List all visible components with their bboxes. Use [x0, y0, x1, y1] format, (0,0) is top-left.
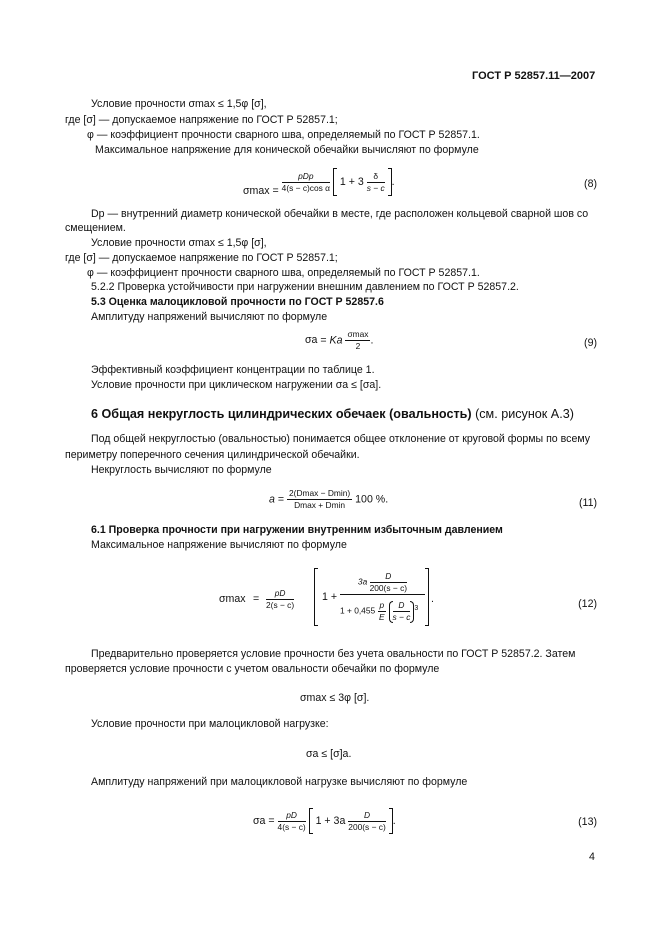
section-6-figure-ref: (см. рисунок А.3): [475, 407, 574, 421]
low-cycle-amplitude-intro: Амплитуду напряжений при малоцикловой нагрузке вычисляют по формуле: [91, 776, 468, 788]
eq12-top: 3a: [357, 576, 368, 587]
precheck-line: Предварительно проверяется условие прочности без учета овальности по ГОСТ Р 52857.2. Затем: [91, 648, 576, 660]
eq12-upper: [340, 571, 425, 595]
eq8-denominator: 4(s − c)cos α: [281, 182, 331, 193]
eq8-inner-den: s − c: [366, 182, 385, 193]
eq12-bot-sc: s − c: [392, 612, 411, 622]
eq9-den: 2: [355, 341, 361, 351]
section-5-2-2: 5.2.2 Проверка устойчивости при нагружении внешним давлением по ГОСТ Р 52857.2.: [91, 281, 519, 293]
equation-8: σmax = $\frac{\text{pDр}}{\text{4(s − c)cos α}}$ 1 + 3 $\frac{\delta}{s - c}$ .: [243, 168, 395, 200]
eq12-lower: [340, 600, 430, 623]
dp-definition-cont: смещением.: [65, 222, 126, 234]
eq13-inner-den: 200(s − c): [348, 821, 386, 832]
cyclic-strength-condition: Условие прочности при циклическом нагружении σа ≤ [σа].: [91, 379, 382, 391]
strength-condition-2: Условие прочности σmax ≤ 1,5φ [σ],: [91, 237, 267, 249]
low-cycle-condition-intro: Условие прочности при малоцикловой нагрузке:: [91, 718, 329, 730]
ovality-definition-cont: периметру поперечного сечения цилиндрической обечайки.: [65, 449, 360, 461]
eq9-num: σmax: [347, 329, 369, 339]
eq12-bot-d: D: [393, 600, 411, 612]
eq12-bot-p: p: [379, 600, 385, 610]
eq9-lhs: σа: [305, 334, 318, 347]
eq13-inner-num: D: [348, 810, 385, 822]
eq12-bot-pre: 1 + 0,455: [340, 605, 376, 616]
eq12-den: 2(s − c): [266, 600, 295, 610]
eq13-den: 4(s − c): [277, 821, 306, 832]
eq12-lhs: σmax: [219, 593, 246, 605]
amplitude-intro: Амплитуду напряжений вычисляют по формуле: [91, 311, 328, 323]
eq12-top-num: D: [370, 571, 407, 583]
equation-13: σа = $\frac{pD}{4(s - c)}$ 1 + 3a $\frac{D}{200(s - c)}$ .: [253, 808, 396, 834]
precheck-line-cont: проверяется условие прочности с учетом овальности обечайки по формуле: [65, 663, 440, 675]
page-number: 4: [589, 851, 595, 863]
eq12-num: pD: [266, 588, 294, 600]
eq13-bracket-pre: 1 + 3a: [315, 814, 346, 827]
ovality-strength-condition: σmax ≤ 3φ [σ].: [300, 692, 370, 704]
concentration-coef-line: Эффективный коэффициент концентрации по таблице 1.: [91, 364, 375, 376]
low-cycle-condition: σа ≤ [σ]а.: [306, 748, 352, 760]
ovality-formula-intro: Некруглость вычисляют по формуле: [91, 464, 272, 476]
equation-number-13: (13): [578, 816, 597, 828]
eq12-bot-e: E: [379, 612, 385, 622]
eq8-numerator: pDр: [282, 171, 330, 183]
eq11-tail: 100 %.: [355, 493, 389, 506]
max-stress-intro: Максимальное напряжение вычисляют по формуле: [91, 539, 347, 551]
ovality-definition: Под общей некруглостью (овальностью) понимается общее отклонение от круговой формы по всему: [91, 433, 591, 445]
eq11-den: Dmax + Dmin: [294, 500, 346, 510]
eq9-coef: Kа: [329, 334, 343, 347]
sigma-definition-2: где [σ] — допускаемое напряжение по ГОСТ Р 52857.1;: [65, 252, 338, 264]
equation-number-11: (11): [578, 497, 597, 509]
eq8-lhs: σmax: [243, 184, 270, 197]
dp-definition: Dр — внутренний диаметр конической обечайки в месте, где расположен кольцевой сварной шов со: [91, 208, 589, 220]
phi-definition-2: φ — коэффициент прочности сварного шва, определяемый по ГОСТ Р 52857.1.: [87, 267, 480, 279]
equation-number-8: (8): [584, 178, 597, 190]
eq12-exp: 3: [414, 604, 419, 612]
equation-11: a = $\frac{2(Dmax - Dmin)}{Dmax + Dmin}$ 100 %.: [269, 488, 389, 510]
phi-definition-1: φ — коэффициент прочности сварного шва, определяемый по ГОСТ Р 52857.1.: [87, 129, 480, 141]
eq11-lhs: a: [269, 493, 275, 506]
section-5-3-title: 5.3 Оценка малоцикловой прочности по ГОСТ Р 52857.6: [91, 296, 384, 308]
equation-number-9: (9): [584, 337, 597, 349]
section-6-1-title: 6.1 Проверка прочности при нагружении внутренним избыточным давлением: [91, 524, 503, 536]
eq8-bracket-pre: 1 + 3: [339, 175, 364, 188]
eq12-bracket-pre: 1 +: [322, 591, 338, 603]
eq12-top-den: 200(s − c): [369, 583, 408, 593]
eq8-inner-num: δ: [367, 171, 385, 183]
eq11-num: 2(Dmax − Dmin): [289, 488, 351, 498]
equation-number-12: (12): [578, 598, 597, 610]
section-6-title: [91, 407, 574, 421]
eq13-num: pD: [278, 810, 306, 822]
strength-condition-1: Условие прочности σmax ≤ 1,5φ [σ],: [91, 98, 267, 110]
equation-9: σа = Kа $\frac{\sigma\max}{2}$ .: [305, 329, 374, 351]
eq13-lhs: σа: [253, 814, 266, 827]
document-id: ГОСТ Р 52857.11—2007: [472, 70, 596, 82]
sigma-definition-1: где [σ] — допускаемое напряжение по ГОСТ Р 52857.1;: [65, 114, 338, 126]
section-6-heading: 6 Общая некруглость цилиндрических обечаек (овальность): [91, 407, 472, 421]
conical-max-stress-intro: Максимальное напряжение для конической обечайки вычисляют по формуле: [95, 144, 479, 156]
